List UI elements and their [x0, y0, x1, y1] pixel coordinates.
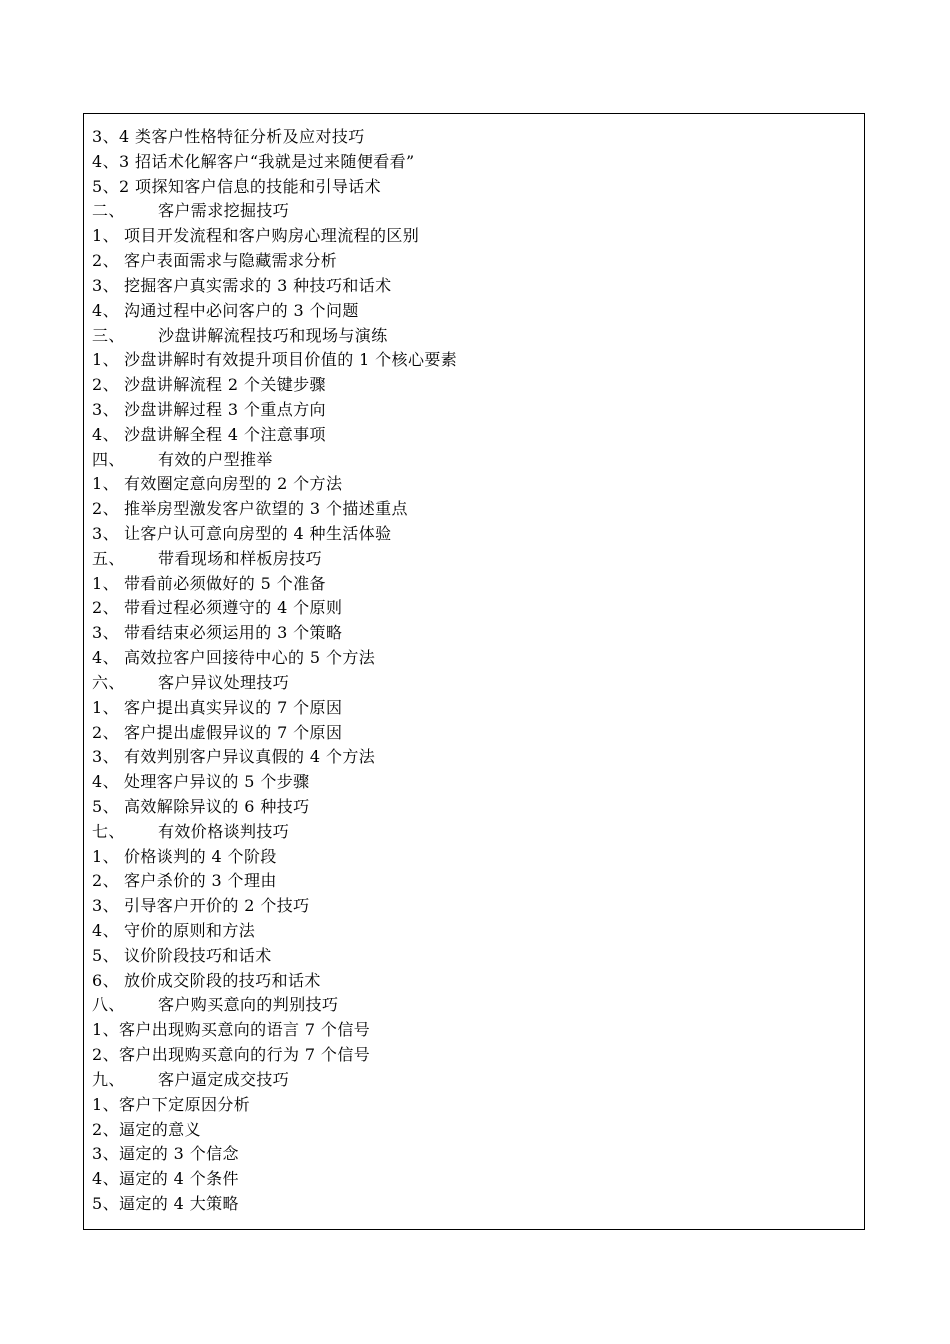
item-number: 2、: [92, 598, 119, 618]
section-title: 客户购买意向的判别技巧: [158, 995, 339, 1015]
item-text: 守价的原则和方法: [124, 921, 256, 940]
item-text: 客户杀价的 3 个理由: [124, 871, 277, 891]
section-title: 带看现场和样板房技巧: [158, 548, 323, 568]
section-heading: [92, 324, 457, 349]
outline-item: [92, 348, 457, 373]
item-text: 带看过程必须遵守的 4 个原则: [124, 598, 343, 618]
item-text: 客户提出虚假异议的 7 个原因: [124, 722, 343, 742]
item-number: 5、: [92, 945, 119, 965]
item-number: 1、: [92, 474, 119, 494]
outline-item: [92, 795, 457, 820]
item-number: 4、: [92, 921, 119, 940]
item-text: 沙盘讲解全程 4 个注意事项: [124, 424, 326, 444]
outline-item: [92, 472, 457, 497]
outline-item: 2、客户出现购买意向的行为 7 个信号: [92, 1045, 371, 1065]
item-text: 处理客户异议的 5 个步骤: [124, 772, 310, 792]
item-number: 4、: [92, 424, 119, 444]
outline-item: [92, 770, 457, 795]
item-text: 价格谈判的 4 个阶段: [124, 846, 277, 866]
item-number: 4、: [92, 772, 119, 792]
outline-item: [92, 621, 457, 646]
section-number: 三、: [92, 325, 125, 345]
outline-item: [92, 869, 457, 894]
item-number: 4、: [92, 300, 119, 320]
section-number: 二、: [92, 201, 125, 221]
item-text: 沙盘讲解时有效提升项目价值的 1 个核心要素: [124, 350, 458, 370]
section-heading: [92, 820, 457, 845]
outline-list: [92, 125, 457, 1217]
item-number: 3、: [92, 896, 119, 916]
item-number: 2、: [92, 375, 119, 395]
document-table-cell: [83, 113, 865, 1230]
section-title: 客户需求挖掘技巧: [158, 201, 290, 221]
section-number: 九、: [92, 1069, 125, 1089]
outline-item: [92, 299, 457, 324]
item-text: 让客户认可意向房型的 4 种生活体验: [124, 524, 392, 543]
section-heading: [92, 1068, 457, 1093]
item-text: 引导客户开价的 2 个技巧: [124, 896, 310, 916]
section-heading: [92, 671, 457, 696]
outline-item: 5、逼定的 4 大策略: [92, 1193, 239, 1213]
item-number: 2、: [92, 871, 119, 891]
item-text: 客户提出真实异议的 7 个原因: [124, 697, 343, 717]
outline-item: [92, 596, 457, 621]
section-number: 六、: [92, 672, 125, 692]
outline-item: [92, 373, 457, 398]
item-number: 2、: [92, 722, 119, 742]
item-text: 沙盘讲解过程 3 个重点方向: [124, 399, 326, 419]
item-text: 挖掘客户真实需求的 3 种技巧和话术: [124, 275, 392, 295]
item-number: 3、: [92, 747, 119, 767]
section-heading: [92, 993, 457, 1018]
item-number: 1、: [92, 226, 119, 246]
section-title: 沙盘讲解流程技巧和现场与演练: [158, 325, 388, 345]
item-number: 4、: [92, 648, 119, 668]
item-number: 2、: [92, 499, 119, 519]
item-text: 带看前必须做好的 5 个准备: [124, 573, 326, 593]
item-text: 高效拉客户回接待中心的 5 个方法: [124, 648, 376, 668]
item-text: 带看结束必须运用的 3 个策略: [124, 623, 343, 643]
item-text: 有效判别客户异议真假的 4 个方法: [124, 747, 376, 767]
outline-item: 4、3 招话术化解客户“我就是过来随便看看”: [92, 151, 415, 171]
outline-item: [92, 646, 457, 671]
section-number: 四、: [92, 449, 125, 469]
outline-item: [92, 721, 457, 746]
item-number: 2、: [92, 251, 119, 271]
outline-item: 1、客户出现购买意向的语言 7 个信号: [92, 1020, 371, 1040]
section-title: 客户异议处理技巧: [158, 672, 290, 692]
section-number: 七、: [92, 821, 125, 841]
section-title: 客户逼定成交技巧: [158, 1069, 290, 1089]
section-heading: [92, 199, 457, 224]
item-text: 项目开发流程和客户购房心理流程的区别: [124, 226, 420, 246]
outline-item: [92, 249, 457, 274]
outline-item: [92, 894, 457, 919]
section-title: 有效的户型推举: [158, 449, 273, 469]
item-text: 沟通过程中必问客户的 3 个问题: [124, 300, 359, 320]
item-text: 客户表面需求与隐藏需求分析: [124, 251, 338, 271]
section-number: 五、: [92, 548, 125, 568]
item-number: 3、: [92, 399, 119, 419]
item-number: 1、: [92, 697, 119, 717]
item-number: 5、: [92, 796, 119, 816]
outline-item: [92, 224, 457, 249]
item-text: 高效解除异议的 6 种技巧: [124, 796, 310, 816]
item-number: 3、: [92, 623, 119, 643]
item-number: 1、: [92, 573, 119, 593]
outline-item: [92, 845, 457, 870]
section-heading: [92, 448, 457, 473]
outline-item: [92, 696, 457, 721]
item-text: 有效圈定意向房型的 2 个方法: [124, 474, 343, 494]
item-text: 议价阶段技巧和话术: [124, 945, 272, 965]
outline-item: [92, 522, 457, 547]
outline-item: [92, 745, 457, 770]
item-text: 放价成交阶段的技巧和话术: [124, 970, 321, 990]
section-title: 有效价格谈判技巧: [158, 821, 290, 841]
item-text: 沙盘讲解流程 2 个关键步骤: [124, 375, 326, 395]
outline-item: [92, 398, 457, 423]
outline-item: [92, 969, 457, 994]
section-heading: [92, 547, 457, 572]
outline-item: 3、4 类客户性格特征分析及应对技巧: [92, 127, 365, 146]
outline-item: [92, 497, 457, 522]
outline-item: 2、逼定的意义: [92, 1119, 201, 1139]
outline-item: 5、2 项探知客户信息的技能和引导话术: [92, 176, 382, 196]
section-number: 八、: [92, 995, 125, 1015]
item-number: 1、: [92, 350, 119, 370]
outline-item: [92, 919, 457, 944]
outline-item: 4、逼定的 4 个条件: [92, 1169, 239, 1189]
item-text: 推举房型激发客户欲望的 3 个描述重点: [124, 499, 408, 519]
item-number: 6、: [92, 970, 119, 990]
outline-item: [92, 423, 457, 448]
item-number: 3、: [92, 524, 119, 543]
outline-item: [92, 572, 457, 597]
outline-item: 1、客户下定原因分析: [92, 1094, 251, 1114]
outline-item: 3、逼定的 3 个信念: [92, 1144, 239, 1164]
item-number: 3、: [92, 275, 119, 295]
outline-item: [92, 274, 457, 299]
item-number: 1、: [92, 846, 119, 866]
outline-item: [92, 944, 457, 969]
